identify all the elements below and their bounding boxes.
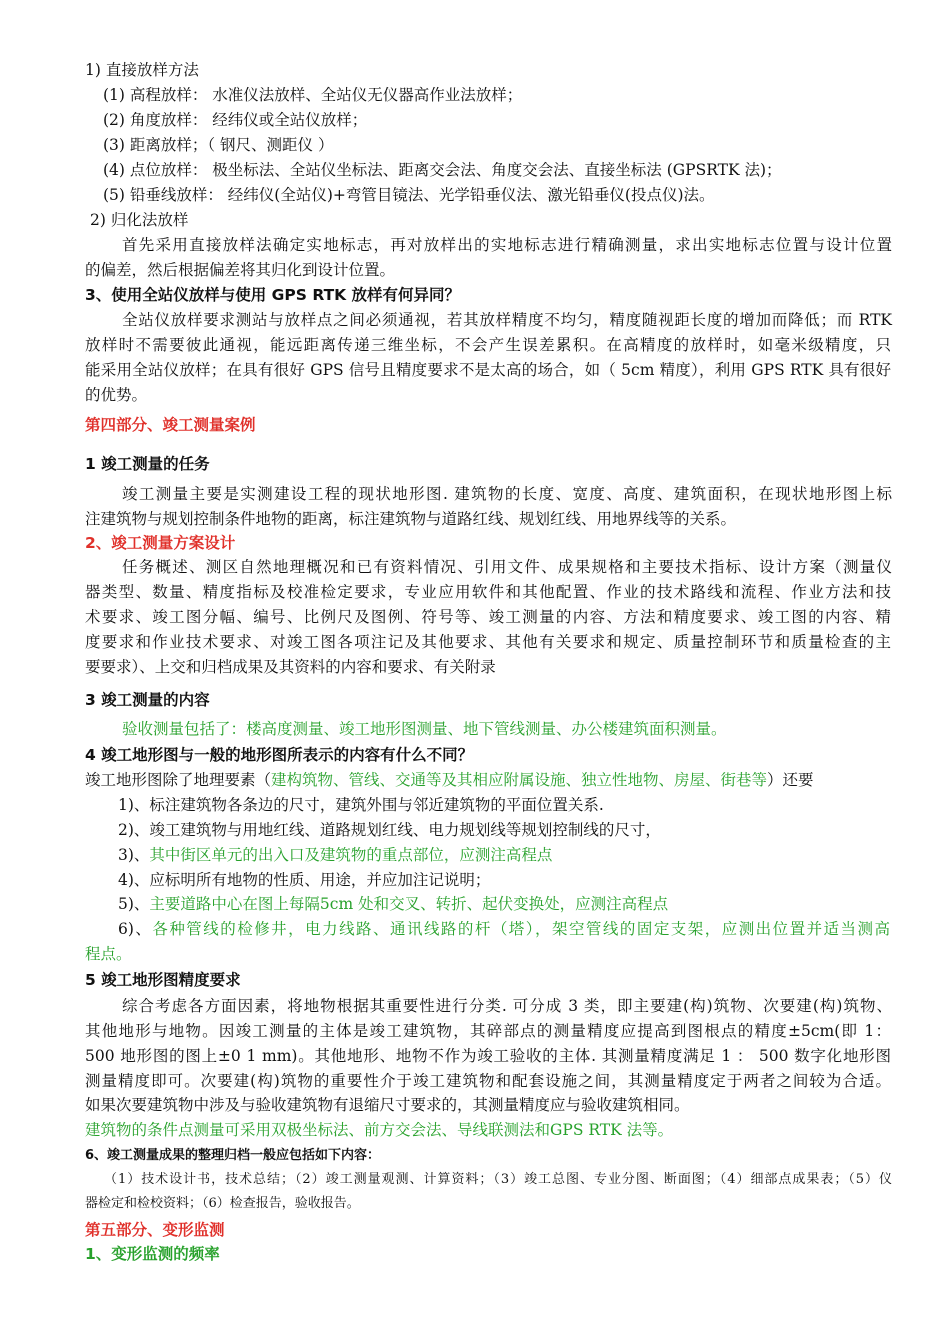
- text-line: 如果次要建筑物中涉及与验收建筑物有退缩尺寸要求的，其测量精度应与验收建筑相同。: [85, 1096, 690, 1114]
- text-line: 1)、标注建筑物各条边的尺寸，建筑外围与邻近建筑物的平面位置关系.: [118, 796, 604, 814]
- text-line: 1 竣工测量的任务: [85, 455, 210, 473]
- text-line: 3 竣工测量的内容: [85, 691, 210, 709]
- text-line: （1）技术设计书，技术总结；（2）竣工测量观测、计算资料；（3）竣工总图、专业分图、断面图；（4）细部点成果表；（5）仪: [104, 1172, 892, 1187]
- text-line: 5 竣工地形图精度要求: [85, 971, 241, 989]
- text-line: 任务概述、测区自然地理概况和已有资料情况、引用文件、成果规格和主要技术指标、设计方案（测量仪: [122, 558, 892, 576]
- text-line: 注建筑物与规划控制条件地物的距离，标注建筑物与道路红线、规划红线、用地界线等的关系。: [85, 510, 737, 528]
- text-line: 度要求和作业技术要求、对竣工图各项注记及其他要求、其他有关要求和规定、质量控制环节和质量检查的主: [85, 633, 891, 651]
- text-line: 程点。: [85, 945, 132, 963]
- text-line: 要要求）、上交和归档成果及其资料的内容和要求、有关附录: [85, 658, 496, 676]
- text-line: 的优势。: [85, 386, 148, 404]
- text-line: 1) 直接放样方法: [85, 61, 199, 79]
- text-line: (2) 角度放样： 经纬仪或全站仪放样；: [103, 111, 368, 129]
- text-line: 能采用全站仪放样；在具有很好 GPS 信号且精度要求不是太高的场合，如（ 5cm 精度），利用 GPS RTK 具有很好: [85, 361, 891, 379]
- text-line: (4) 点位放样： 极坐标法、全站仪坐标法、距离交会法、角度交会法、直接坐标法 (GPSRTK 法)；: [103, 161, 782, 179]
- text-line: 3、使用全站仪放样与使用 GPS RTK 放样有何异同？: [85, 286, 461, 304]
- text-line: (1) 高程放样： 水准仪法放样、全站仪无仪器高作业法放样；: [103, 86, 523, 104]
- text-segment: 其中街区单元的出入口及建筑物的重点部位，应测注高程点: [149, 846, 553, 864]
- text-segment: 各种管线的检修井，电力线路、通讯线路的杆（塔），架空管线的固定支架，应测出位置并适当测高: [152, 920, 890, 938]
- text-line: [118, 919, 890, 939]
- text-line: [85, 770, 814, 790]
- text-line: 全站仪放样要求测站与放样点之间必须通视，若其放样精度不均匀，精度随视距长度的增加而降低；而 RTK: [122, 311, 892, 329]
- text-line: 测量精度即可。次要建(构)筑物的重要性介于竣工建筑物和配套设施之间，其测量精度定于两者之间较为合适。: [85, 1072, 891, 1090]
- text-line: 验收测量包括了：楼高度测量、竣工地形图测量、地下管线测量、办公楼建筑面积测量。: [122, 720, 727, 738]
- text-segment: 5)、: [118, 895, 150, 913]
- text-line: (5) 铅垂线放样： 经纬仪(全站仪)+弯管目镜法、光学铅垂仪法、激光铅垂仪(投点仪)法。: [103, 186, 715, 204]
- text-line: [118, 845, 552, 865]
- text-line: 4 竣工地形图与一般的地形图所表示的内容有什么不同？: [85, 746, 474, 764]
- text-segment: 3)、: [118, 846, 150, 864]
- text-segment: ）还要: [767, 771, 814, 789]
- text-line: 建筑物的条件点测量可采用双极坐标法、前方交会法、导线联测法和GPS RTK 法等。: [85, 1121, 674, 1139]
- text-segment: 主要道路中心在图上每隔5cm 处和交叉、转折、起伏变换处，应测注高程点: [149, 895, 669, 913]
- text-line: 4)、应标明所有地物的性质、用途，并应加注记说明；: [118, 871, 491, 889]
- text-line: (3) 距离放样；（ 钢尺、测距仪 ）: [103, 136, 334, 154]
- text-line: 器检定和检校资料；（6）检查报告，验收报告。: [85, 1196, 360, 1211]
- text-line: 500 地形图的图上±0 1 mm)。其他地形、地物不作为竣工验收的主体. 其测量精度满足 1 ： 500 数字化地形图: [85, 1047, 891, 1065]
- text-line: 第四部分、竣工测量案例: [85, 416, 256, 434]
- text-segment: 建构筑物、管线、交通等及其相应附属设施、独立性地物、房屋、街巷等: [271, 771, 768, 789]
- text-line: 6、竣工测量成果的整理归档一般应包括如下内容：: [85, 1148, 381, 1163]
- text-line: 1、变形监测的频率: [85, 1245, 220, 1263]
- text-line: 竣工测量主要是实测建设工程的现状地形图. 建筑物的长度、宽度、高度、建筑面积，在现状地形图上标: [122, 485, 892, 503]
- text-line: 的偏差，然后根据偏差将其归化到设计位置。: [85, 261, 396, 279]
- text-line: 其他地形与地物。因竣工测量的主体是竣工建筑物，其碎部点的测量精度应提高到图根点的精度±5cm(即 1：: [85, 1022, 891, 1040]
- text-line: 综合考虑各方面因素，将地物根据其重要性进行分类. 可分成 3 类，即主要建(构)筑物、次要建(构)筑物、: [122, 997, 892, 1015]
- text-line: 术要求、竣工图分幅、编号、比例尺及图例、符号等、竣工测量的内容、方法和精度要求、竣工图的内容、精: [85, 608, 891, 626]
- text-line: 2、竣工测量方案设计: [85, 534, 236, 552]
- text-segment: 竣工地形图除了地理要素（: [85, 771, 272, 789]
- text-line: [118, 894, 668, 914]
- text-line: 放样时不需要彼此通视，能远距离传递三维坐标，不会产生误差累积。在高精度的放样时，如毫米级精度，只: [85, 336, 891, 354]
- text-line: 首先采用直接放样法确定实地标志，再对放样出的实地标志进行精确测量，求出实地标志位置与设计位置: [122, 236, 892, 254]
- text-line: 2)、竣工建筑物与用地红线、道路规划红线、电力规划线等规划控制线的尺寸，: [118, 821, 661, 839]
- text-line: 第五部分、变形监测: [85, 1221, 225, 1239]
- text-line: 2) 归化法放样: [90, 211, 189, 229]
- text-segment: 6)、: [118, 920, 153, 938]
- text-line: 器类型、数量、精度指标及校准检定要求，专业应用软件和其他配置、作业的技术路线和流程、作业方法和技: [85, 583, 891, 601]
